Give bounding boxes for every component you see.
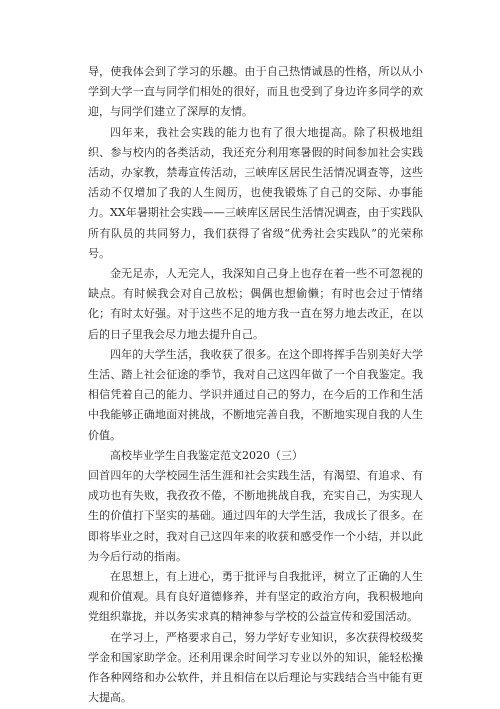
paragraph-study: 在学习上，严格要求自己，努力学好专业知识，多次获得校级奖学金和国家助学金。还利用课余时间学习专业以外的知识，能轻松操作各种网络和办公软件，并且相信在以后理论与实践结合当中能有更大提高。 (88, 630, 423, 705)
section-heading: 高校毕业学生自我鉴定范文2020（三） (110, 448, 303, 462)
paragraph-review: 回首四年的大学校园生活生涯和社会实践生活，有渴望、有追求、有成功也有失败，我孜孜不倦，不断地挑战自我，充实自己，为实现人生的价值打下坚实的基础。通过四年的大学生活，我成长了很多。在即将毕业之时，我对自己这四年来的收获和感受作一个小结，并以此为今后行动的指南。 (88, 469, 423, 563)
document-body (88, 62, 423, 709)
paragraph-ideology: 在思想上，有上进心，勇于批评与自我批评，树立了正确的人生观和价值观。具有良好道德修养，并有坚定的政治方向，我积极地向党组织靠拢，并以务实求真的精神参与学校的公益宣传和爱国活动。 (88, 570, 423, 624)
paragraph-social-practice: 四年来，我社会实践的能力也有了很大地提高。除了积极地组织、参与校内的各类活动，我还充分利用寒暑假的时间参加社会实践活动，办家教，禁毒宣传活动，三峡库区居民生活情况调查等，这些活动不仅增加了我的人生阅历，也使我锻炼了自己的交际、办事能力。XX年暑期社会实践——三峡库区居民生活情况调查，由于实践队所有队员的共同努力，我们获得了省级“优秀社会实践队”的光荣称号。 (88, 125, 423, 260)
paragraph-summary: 四年的大学生活，我收获了很多。在这个即将挥手告别美好大学生活、踏上社会征途的季节，我对自己这四年做了一个自我鉴定。我相信凭着自己的能力、学识并通过自己的努力，在今后的工作和生活中我能够正确地面对挑战，不断地完善自我，不断地实现自我的人生价值。 (88, 347, 423, 442)
paragraph-shortcomings: 金无足赤，人无完人，我深知自己身上也存在着一些不可忽视的缺点。有时候我会对自己放松；偶偶也想偷懒；有时也会过于情绪化；有时太好强。对于这些不足的地方我一直在努力地去改正，在以后的日子里我会尽力地去提升自己。 (88, 267, 423, 341)
paragraph-continuation: 导，使我体会到了学习的乐趣。由于自己热情诚恳的性格，所以从小学到大学一直与同学们相处的很好，而且也受到了身边许多同学的欢迎，与同学们建立了深厚的友情。 (88, 65, 423, 119)
